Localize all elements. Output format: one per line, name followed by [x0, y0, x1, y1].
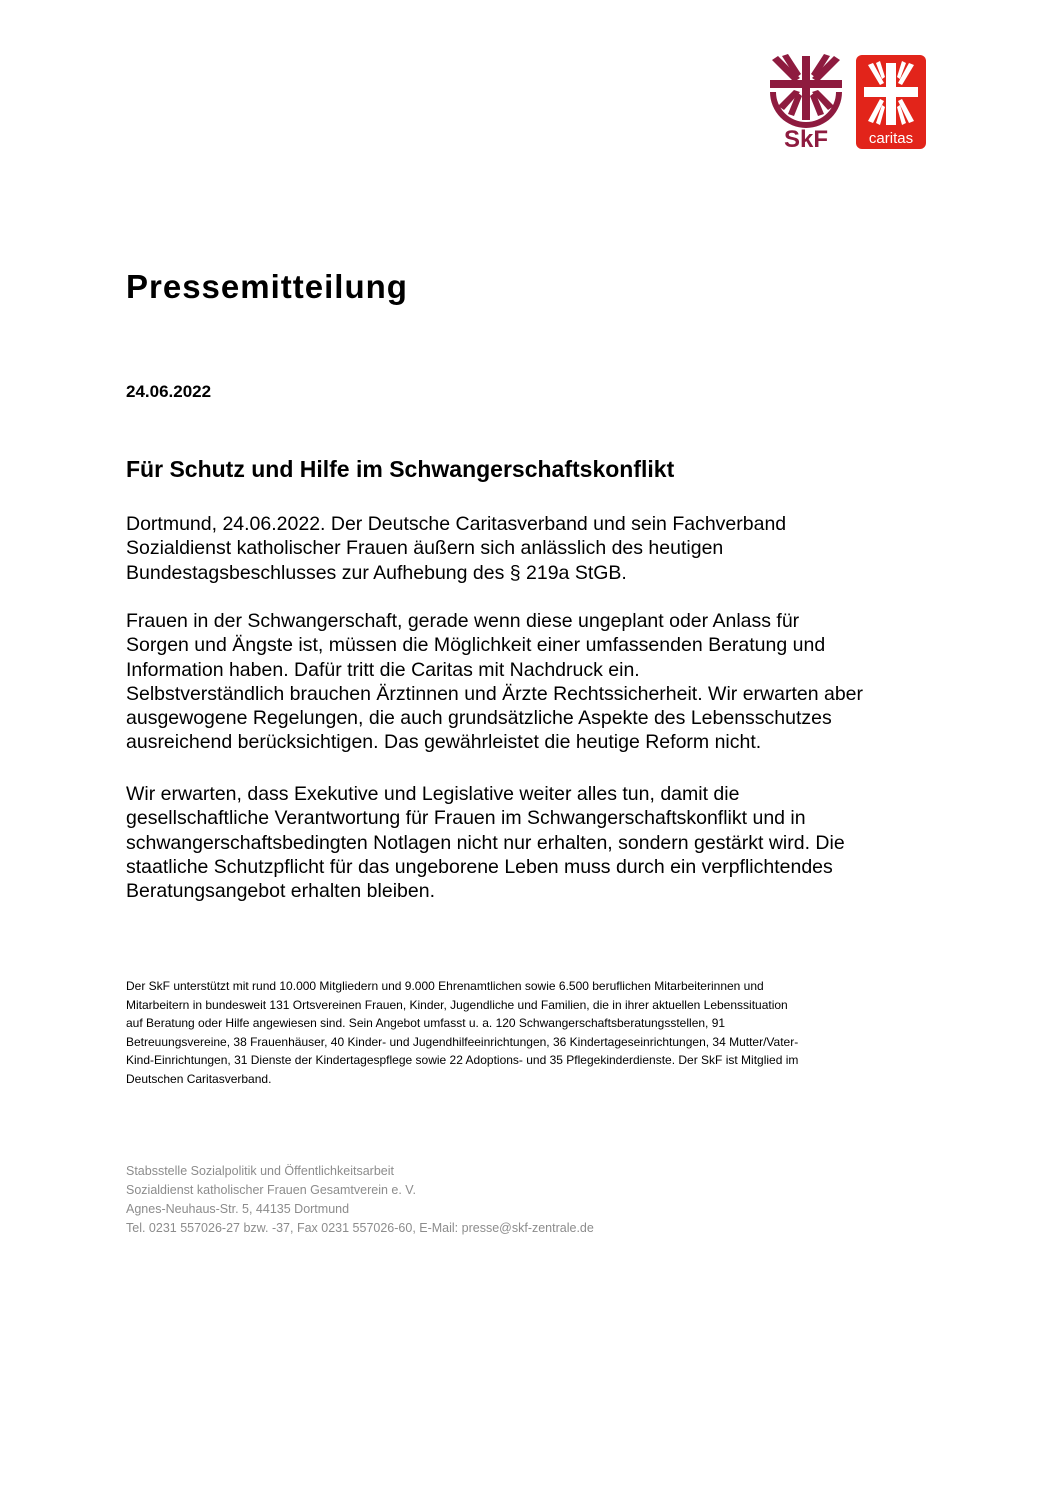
body-line: schwangerschaftsbedingten Notlagen nicht nur erhalten, sondern gestärkt wird. Die: [126, 831, 845, 854]
footnote-line: Deutschen Caritasverband.: [126, 1071, 272, 1086]
contact-address: Agnes-Neuhaus-Str. 5, 44135 Dortmund: [126, 1202, 350, 1216]
footnote-line: Mitarbeitern in bundesweit 131 Ortsvereinen Frauen, Kinder, Jugendliche und Familien, die in ihrer aktuellen Lebenssituation: [126, 997, 788, 1012]
caritas-flame-cross-icon: [864, 61, 918, 125]
body-line: ausreichend berücksichtigen. Das gewährleistet die heutige Reform nicht.: [126, 731, 762, 754]
body-line: Wir erwarten, dass Exekutive und Legislative weiter alles tun, damit die: [126, 783, 740, 805]
header-logos: [768, 54, 928, 150]
caritas-logo: [856, 55, 926, 149]
contact-block: [126, 1162, 946, 1238]
footnote-line: Betreuungsvereine, 38 Frauenhäuser, 40 Kinder- und Jugendhilfeeinrichtungen, 36 Kindertageseinrichtungen, 34 Mutter/Vater-: [126, 1034, 799, 1049]
body-line: Dortmund, 24.06.2022. Der Deutsche Caritasverband und sein Fachverband: [126, 513, 787, 535]
caritas-logo-text: caritas: [868, 130, 914, 147]
press-headline: Für Schutz und Hilfe im Schwangerschaftskonflikt: [126, 456, 675, 482]
organization-footnote: [126, 977, 946, 1089]
body-line: Beratungsangebot erhalten bleiben.: [126, 880, 435, 903]
page-title: Pressemitteilung: [126, 268, 408, 305]
footnote-line: Der SkF unterstützt mit rund 10.000 Mitgliedern und 9.000 Ehrenamtlichen sowie 6.500 beruflichen Mitarbeiterinnen und: [126, 979, 764, 993]
body-line: Sorgen und Ängste ist, müssen die Möglichkeit einer umfassenden Beratung und: [126, 634, 826, 657]
contact-organization: Sozialdienst katholischer Frauen Gesamtverein e. V.: [126, 1183, 416, 1197]
body-line: staatliche Schutzpflicht für das ungeborene Leben muss durch ein verpflichtendes: [126, 855, 833, 878]
body-paragraph-2: [126, 609, 946, 755]
skf-logo-text: SkF: [783, 126, 829, 150]
footnote-line: Kind-Einrichtungen, 31 Dienste der Kindertagespflege sowie 22 Adoptions- und 35 Pflegekinderdienste. Der SkF ist Mitglied im: [126, 1053, 799, 1068]
skf-logo: [768, 54, 844, 150]
skf-cross-icon: [770, 54, 842, 128]
body-line: Selbstverständlich brauchen Ärztinnen und Ärzte Rechtssicherheit. Wir erwarten aber: [126, 682, 864, 705]
body-line: ausgewogene Regelungen, die auch grundsätzliche Aspekte des Lebensschutzes: [126, 707, 832, 730]
contact-phone-email: Tel. 0231 557026-27 bzw. -37, Fax 0231 557026-60, E-Mail: presse@skf-zentrale.de: [126, 1221, 594, 1235]
body-line: Bundestagsbeschlusses zur Aufhebung des § 219a StGB.: [126, 561, 627, 584]
body-line: Information haben. Dafür tritt die Caritas mit Nachdruck ein.: [126, 658, 640, 681]
contact-department: Stabsstelle Sozialpolitik und Öffentlichkeitsarbeit: [126, 1164, 394, 1178]
footnote-line: auf Beratung oder Hilfe angewiesen sind. Sein Angebot umfasst u. a. 120 Schwangerschaftsberatungsstellen, 91: [126, 1016, 726, 1031]
press-date: 24.06.2022: [126, 382, 212, 401]
body-paragraph-3: [126, 782, 946, 903]
body-line: Frauen in der Schwangerschaft, gerade wenn diese ungeplant oder Anlass für: [126, 610, 800, 632]
body-line: gesellschaftliche Verantwortung für Frauen im Schwangerschaftskonflikt und in: [126, 807, 806, 830]
body-line: Sozialdienst katholischer Frauen äußern sich anlässlich des heutigen: [126, 537, 724, 560]
body-paragraph-1: [126, 512, 946, 585]
